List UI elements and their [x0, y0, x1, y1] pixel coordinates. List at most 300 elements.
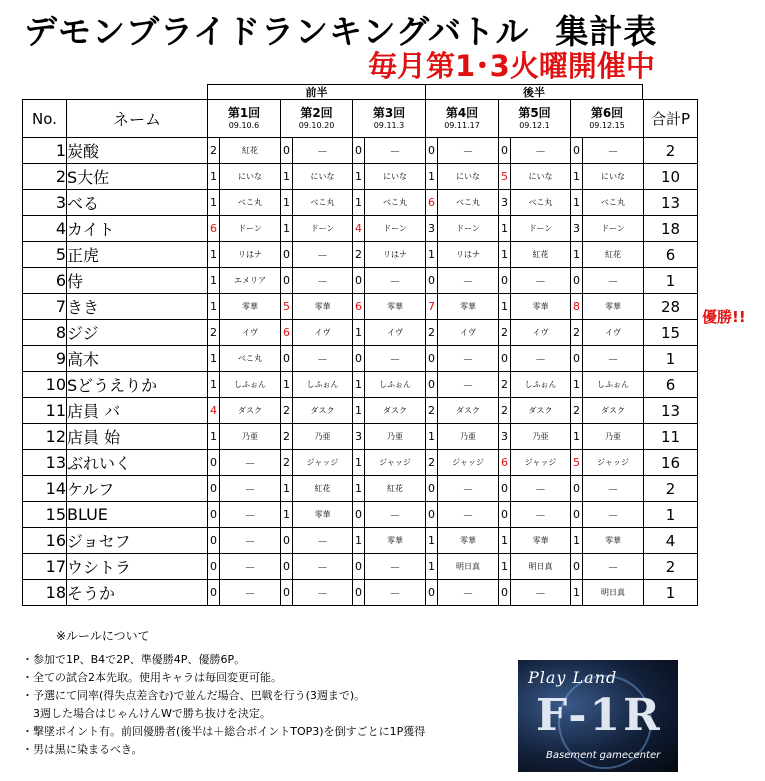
round-character: 乃亜 — [220, 424, 281, 450]
player-no: 4 — [23, 216, 67, 242]
player-no: 14 — [23, 476, 67, 502]
player-total: 1 — [644, 268, 698, 294]
round-points: 1 — [353, 476, 365, 502]
player-name: ケルフ — [67, 476, 208, 502]
col-name: ネーム — [67, 100, 208, 138]
round-points: 2 — [281, 398, 293, 424]
round-points: 1 — [426, 164, 438, 190]
round-character: にいな — [365, 164, 426, 190]
round-character: － — [438, 268, 499, 294]
round-points: 1 — [208, 242, 220, 268]
round-points: 0 — [571, 268, 583, 294]
round-character: － — [583, 502, 644, 528]
round-character: 乃亜 — [365, 424, 426, 450]
round-points: 0 — [208, 450, 220, 476]
player-name: べる — [67, 190, 208, 216]
round-points: 1 — [281, 164, 293, 190]
round-character: にいな — [220, 164, 281, 190]
round-character: イヴ — [583, 320, 644, 346]
round-character: ドーン — [365, 216, 426, 242]
round-points: 0 — [499, 580, 511, 606]
round-character: リはナ — [220, 242, 281, 268]
round-points: 2 — [353, 242, 365, 268]
round-points: 2 — [281, 450, 293, 476]
round-character: にいな — [511, 164, 571, 190]
round-points: 0 — [353, 346, 365, 372]
round-points: 0 — [426, 580, 438, 606]
round-character: － — [220, 502, 281, 528]
round-points: 1 — [571, 372, 583, 398]
player-no: 9 — [23, 346, 67, 372]
round-character: － — [220, 528, 281, 554]
col-round-2: 第2回 09.10.20 — [281, 100, 353, 138]
round-points: 2 — [281, 424, 293, 450]
player-total: 28 — [644, 294, 698, 320]
round-character: 紅花 — [365, 476, 426, 502]
round-points: 1 — [426, 554, 438, 580]
player-no: 13 — [23, 450, 67, 476]
round-character: － — [293, 580, 353, 606]
round-points: 7 — [426, 294, 438, 320]
round-character: 紅花 — [583, 242, 644, 268]
round-points: 4 — [353, 216, 365, 242]
round-points: 0 — [426, 268, 438, 294]
round-points: 1 — [571, 164, 583, 190]
round-points: 0 — [208, 502, 220, 528]
player-name: 店員 バ — [67, 398, 208, 424]
round-character: － — [293, 346, 353, 372]
col-total: 合計P — [644, 100, 698, 138]
round-points: 0 — [571, 554, 583, 580]
player-name: ジジ — [67, 320, 208, 346]
round-points: 0 — [208, 476, 220, 502]
table-row — [23, 580, 698, 606]
rules-title: ※ルールについて — [56, 629, 150, 643]
round-points: 2 — [208, 138, 220, 164]
round-character: － — [365, 502, 426, 528]
round-character: しふぉん — [220, 372, 281, 398]
round-character: 零華 — [365, 294, 426, 320]
round-character: ダスク — [511, 398, 571, 424]
round-character: 乃亜 — [438, 424, 499, 450]
player-no: 17 — [23, 554, 67, 580]
round-points: 1 — [208, 424, 220, 450]
round-points: 1 — [281, 190, 293, 216]
round-character: 明日真 — [583, 580, 644, 606]
round-character: しふぉん — [365, 372, 426, 398]
player-name: きき — [67, 294, 208, 320]
round-character: にいな — [583, 164, 644, 190]
round-points: 0 — [499, 268, 511, 294]
round-character: － — [220, 580, 281, 606]
table-row — [23, 216, 698, 242]
player-no: 15 — [23, 502, 67, 528]
player-total: 2 — [644, 138, 698, 164]
round-character: 紅花 — [511, 242, 571, 268]
player-no: 8 — [23, 320, 67, 346]
round-points: 1 — [571, 242, 583, 268]
table-row — [23, 398, 698, 424]
round-character: 零華 — [293, 502, 353, 528]
round-points: 0 — [208, 554, 220, 580]
round-points: 0 — [353, 554, 365, 580]
round-points: 2 — [426, 320, 438, 346]
round-points: 1 — [353, 398, 365, 424]
table-row — [23, 528, 698, 554]
player-total: 13 — [644, 190, 698, 216]
half-second: 後半 — [425, 84, 643, 99]
table-row — [23, 554, 698, 580]
round-character: － — [220, 476, 281, 502]
round-points: 3 — [499, 424, 511, 450]
round-character: 紅花 — [293, 476, 353, 502]
table-row — [23, 242, 698, 268]
round-character: ドーン — [583, 216, 644, 242]
round-points: 0 — [571, 502, 583, 528]
round-character: － — [293, 268, 353, 294]
round-points: 1 — [208, 372, 220, 398]
player-total: 1 — [644, 580, 698, 606]
round-character: － — [293, 554, 353, 580]
player-no: 7 — [23, 294, 67, 320]
round-points: 0 — [281, 346, 293, 372]
round-character: － — [511, 502, 571, 528]
round-character: イヴ — [511, 320, 571, 346]
round-character: ドーン — [220, 216, 281, 242]
round-character: － — [365, 138, 426, 164]
round-character: 乃亜 — [293, 424, 353, 450]
round-character: 零華 — [511, 528, 571, 554]
round-points: 0 — [499, 138, 511, 164]
round-points: 0 — [499, 502, 511, 528]
round-character: べこ丸 — [438, 190, 499, 216]
player-no: 18 — [23, 580, 67, 606]
player-name: 侍 — [67, 268, 208, 294]
round-points: 1 — [571, 190, 583, 216]
col-no: No. — [23, 100, 67, 138]
round-points: 0 — [281, 554, 293, 580]
table-row — [23, 320, 698, 346]
round-character: 零華 — [511, 294, 571, 320]
round-character: 乃亜 — [583, 424, 644, 450]
table-row — [23, 476, 698, 502]
round-points: 0 — [499, 476, 511, 502]
round-character: － — [365, 268, 426, 294]
page-subtitle: 毎月第1･3火曜開催中 — [368, 49, 655, 83]
round-points: 0 — [281, 242, 293, 268]
round-character: ジャッジ — [511, 450, 571, 476]
round-character: 零華 — [438, 528, 499, 554]
round-character: しふぉん — [511, 372, 571, 398]
player-name: Sどうえりか — [67, 372, 208, 398]
round-points: 6 — [499, 450, 511, 476]
round-points: 0 — [281, 580, 293, 606]
round-points: 0 — [499, 346, 511, 372]
rule-line: ・撃墜ポイント有。前回優勝者(後半は＋総合ポイントTOP3)を倒すごとに1P獲得 — [22, 725, 426, 738]
player-total: 1 — [644, 502, 698, 528]
round-points: 3 — [571, 216, 583, 242]
round-character: エメリア — [220, 268, 281, 294]
round-points: 6 — [353, 294, 365, 320]
round-points: 1 — [281, 372, 293, 398]
round-character: 零華 — [438, 294, 499, 320]
round-character: 明日真 — [438, 554, 499, 580]
player-name: ぶれいく — [67, 450, 208, 476]
round-character: － — [511, 476, 571, 502]
rule-line: 3週した場合はじゃんけんWで勝ち抜けを決定。 — [22, 707, 271, 720]
round-points: 6 — [208, 216, 220, 242]
round-character: べこ丸 — [583, 190, 644, 216]
player-total: 6 — [644, 242, 698, 268]
ranking-table — [22, 99, 698, 606]
round-points: 6 — [426, 190, 438, 216]
round-character: 零華 — [583, 528, 644, 554]
col-round-5: 第5回 09.12.1 — [499, 100, 571, 138]
round-points: 1 — [353, 320, 365, 346]
logo-top-text: Play Land — [528, 668, 618, 687]
round-character: － — [293, 138, 353, 164]
round-character: ダスク — [438, 398, 499, 424]
round-points: 0 — [426, 476, 438, 502]
round-character: － — [365, 346, 426, 372]
player-total: 18 — [644, 216, 698, 242]
player-total: 4 — [644, 528, 698, 554]
round-character: ジャッジ — [365, 450, 426, 476]
round-points: 5 — [571, 450, 583, 476]
winner-label: 優勝!! — [702, 308, 746, 326]
col-round-3: 第3回 09.11.3 — [353, 100, 426, 138]
round-points: 2 — [499, 320, 511, 346]
rule-line: ・全ての試合2本先取。使用キャラは毎回変更可能。 — [22, 671, 282, 684]
round-points: 1 — [499, 242, 511, 268]
table-row — [23, 372, 698, 398]
round-character: イヴ — [220, 320, 281, 346]
player-name: 正虎 — [67, 242, 208, 268]
round-character: ダスク — [583, 398, 644, 424]
half-first: 前半 — [207, 84, 426, 99]
round-points: 1 — [426, 528, 438, 554]
play-land-logo — [518, 660, 678, 772]
table-row — [23, 268, 698, 294]
round-points: 0 — [353, 138, 365, 164]
round-character: － — [438, 580, 499, 606]
round-character: 明日真 — [511, 554, 571, 580]
player-no: 11 — [23, 398, 67, 424]
round-points: 1 — [426, 424, 438, 450]
table-row — [23, 190, 698, 216]
round-character: べこ丸 — [220, 346, 281, 372]
round-character: べこ丸 — [293, 190, 353, 216]
round-character: ドーン — [293, 216, 353, 242]
round-points: 8 — [571, 294, 583, 320]
round-character: 乃亜 — [511, 424, 571, 450]
round-points: 1 — [499, 216, 511, 242]
round-character: － — [438, 372, 499, 398]
round-points: 1 — [208, 164, 220, 190]
round-character: － — [220, 554, 281, 580]
round-points: 0 — [353, 502, 365, 528]
round-character: ジャッジ — [438, 450, 499, 476]
round-points: 1 — [571, 580, 583, 606]
round-points: 1 — [208, 346, 220, 372]
player-name: カイト — [67, 216, 208, 242]
round-points: 2 — [208, 320, 220, 346]
table-row — [23, 138, 698, 164]
round-points: 1 — [281, 216, 293, 242]
round-character: － — [511, 268, 571, 294]
player-name: ジョセフ — [67, 528, 208, 554]
round-points: 2 — [426, 450, 438, 476]
player-no: 3 — [23, 190, 67, 216]
round-points: 0 — [426, 502, 438, 528]
round-character: ジャッジ — [293, 450, 353, 476]
round-character: － — [583, 346, 644, 372]
round-character: べこ丸 — [365, 190, 426, 216]
player-name: そうか — [67, 580, 208, 606]
round-character: リはナ — [438, 242, 499, 268]
round-character: リはナ — [365, 242, 426, 268]
round-points: 1 — [571, 424, 583, 450]
round-character: 零華 — [293, 294, 353, 320]
round-character: にいな — [293, 164, 353, 190]
round-points: 1 — [281, 476, 293, 502]
player-total: 11 — [644, 424, 698, 450]
round-character: － — [511, 580, 571, 606]
round-points: 1 — [353, 528, 365, 554]
round-character: 紅花 — [220, 138, 281, 164]
round-character: イヴ — [438, 320, 499, 346]
round-points: 5 — [281, 294, 293, 320]
player-no: 6 — [23, 268, 67, 294]
round-character: ジャッジ — [583, 450, 644, 476]
round-points: 2 — [571, 398, 583, 424]
round-character: しふぉん — [293, 372, 353, 398]
round-character: ダスク — [365, 398, 426, 424]
player-name: 店員 始 — [67, 424, 208, 450]
round-points: 0 — [281, 528, 293, 554]
round-points: 4 — [208, 398, 220, 424]
round-points: 1 — [353, 190, 365, 216]
round-character: － — [583, 138, 644, 164]
round-points: 0 — [571, 476, 583, 502]
round-character: － — [511, 346, 571, 372]
round-character: イヴ — [293, 320, 353, 346]
round-points: 2 — [499, 372, 511, 398]
player-total: 2 — [644, 476, 698, 502]
rule-line: ・予選にて同率(得失点差含む)で並んだ場合、巴戦を行う(3週まで)。 — [22, 689, 366, 702]
table-row — [23, 450, 698, 476]
player-total: 10 — [644, 164, 698, 190]
round-points: 2 — [571, 320, 583, 346]
round-points: 0 — [426, 372, 438, 398]
round-points: 3 — [426, 216, 438, 242]
rule-line: ・男は黒に染まるべき。 — [22, 743, 143, 756]
col-round-1: 第1回 09.10.6 — [208, 100, 281, 138]
round-character: － — [365, 554, 426, 580]
title-sub: 集計表 — [555, 12, 658, 51]
round-points: 1 — [281, 502, 293, 528]
round-character: － — [583, 554, 644, 580]
player-no: 2 — [23, 164, 67, 190]
round-points: 0 — [353, 580, 365, 606]
round-points: 0 — [281, 138, 293, 164]
table-row — [23, 346, 698, 372]
round-character: ドーン — [511, 216, 571, 242]
player-total: 15 — [644, 320, 698, 346]
round-points: 0 — [426, 138, 438, 164]
title-main: デモンブライドランキングバトル — [24, 12, 530, 51]
col-round-4: 第4回 09.11.17 — [426, 100, 499, 138]
round-points: 1 — [426, 242, 438, 268]
logo-main-text: F-1R — [536, 690, 663, 741]
round-points: 0 — [571, 138, 583, 164]
player-no: 16 — [23, 528, 67, 554]
table-row — [23, 502, 698, 528]
logo-bottom-text: Basement gamecenter — [546, 750, 661, 761]
round-points: 6 — [281, 320, 293, 346]
round-points: 1 — [499, 554, 511, 580]
round-character: － — [583, 476, 644, 502]
round-character: べこ丸 — [511, 190, 571, 216]
round-character: － — [438, 502, 499, 528]
round-character: － — [438, 476, 499, 502]
ranking-rows — [23, 138, 698, 606]
round-points: 1 — [353, 164, 365, 190]
round-points: 1 — [499, 528, 511, 554]
round-points: 2 — [426, 398, 438, 424]
player-name: S大佐 — [67, 164, 208, 190]
round-character: － — [583, 268, 644, 294]
player-total: 6 — [644, 372, 698, 398]
round-character: － — [511, 138, 571, 164]
table-row — [23, 424, 698, 450]
round-points: 1 — [208, 294, 220, 320]
player-total: 13 — [644, 398, 698, 424]
col-round-6: 第6回 09.12.15 — [571, 100, 644, 138]
round-character: べこ丸 — [220, 190, 281, 216]
round-points: 1 — [499, 294, 511, 320]
player-name: 高木 — [67, 346, 208, 372]
header-row — [23, 100, 698, 138]
round-character: － — [365, 580, 426, 606]
round-character: しふぉん — [583, 372, 644, 398]
round-points: 3 — [353, 424, 365, 450]
player-total: 16 — [644, 450, 698, 476]
round-points: 0 — [426, 346, 438, 372]
round-points: 1 — [208, 190, 220, 216]
round-points: 1 — [571, 528, 583, 554]
player-name: 炭酸 — [67, 138, 208, 164]
player-no: 1 — [23, 138, 67, 164]
player-no: 12 — [23, 424, 67, 450]
round-points: 1 — [353, 372, 365, 398]
round-points: 2 — [499, 398, 511, 424]
round-character: ダスク — [293, 398, 353, 424]
round-character: － — [438, 138, 499, 164]
round-character: － — [438, 346, 499, 372]
player-name: ウシトラ — [67, 554, 208, 580]
rules-list — [22, 651, 425, 759]
round-character: 零華 — [583, 294, 644, 320]
player-no: 5 — [23, 242, 67, 268]
rule-line: ・参加で1P、B4で2P、準優勝4P、優勝6P。 — [22, 653, 246, 666]
round-points: 0 — [281, 268, 293, 294]
round-character: － — [293, 528, 353, 554]
round-points: 0 — [571, 346, 583, 372]
player-total: 2 — [644, 554, 698, 580]
table-row — [23, 164, 698, 190]
round-points: 1 — [208, 268, 220, 294]
